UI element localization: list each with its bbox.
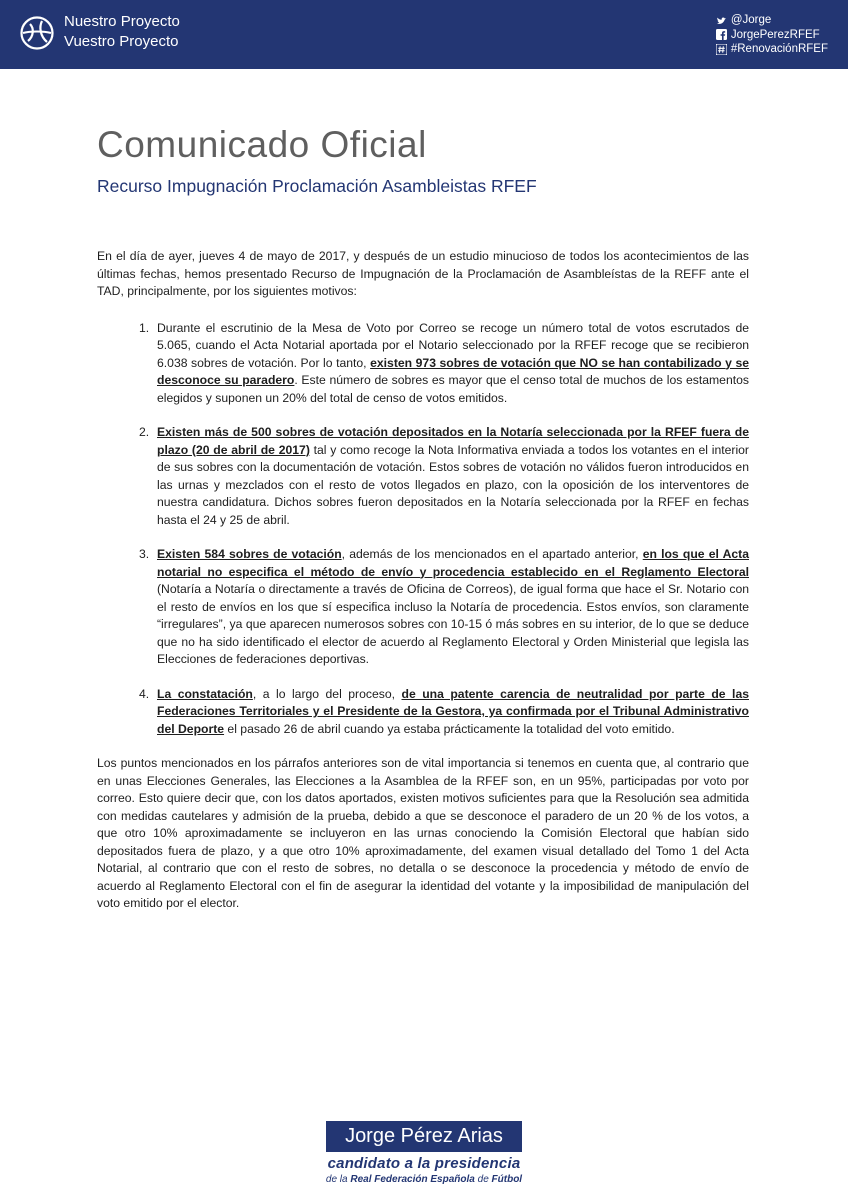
- slogan: [64, 12, 180, 52]
- twitter-handle-text: @Jorge: [730, 14, 772, 26]
- item-number: 1.: [139, 320, 150, 335]
- intro-paragraph: En el día de ayer, jueves 4 de mayo de 2017, y después de un estudio minucioso de todos los acontecimientos de las últimas fechas, hemos presentado Recurso de Impugnación de la Proclamación de Asambleístas de la REFF ante el TAD, principalmente, por los siguientes motivos:: [97, 249, 749, 298]
- closing-paragraph: Los puntos mencionados en los párrafos anteriores son de vital importancia si tenemos en cuenta que, al contrario que en unas Elecciones Generales, las Elecciones a la Asamblea de la RFEF son, en un 95%, participadas por voto por correo. Esto quiere decir que, con los datos aportados, existen motivos suficientes para que la Resolución sea admitida con medidas cautelares y admisión de la prueba, debido a que se desconoce el paradero de un 20 % de los votos, a que otro 10% aproximadamente se incluyeron en las urnas conociendo la Comisión Electoral que habían sido depositados fuera de plazo, y a que otro 10% aproximadamente, del examen visual detallado del Tomo 1 del Acta Notarial, al contrario que con el resto de sobres, no detalla o se desconoce la procedencia y método de envío de acuerdo al Reglamento Electoral con el fin de asegurar la identidad del votante y la imposibilidad de manipulación del voto emitido por el elector.: [97, 756, 749, 910]
- item-text-emphasis: existen 973 sobres de votación que NO se han contabilizado y se desconoce su paradero: [157, 355, 750, 387]
- slogan-line-2: Vuestro Proyecto: [64, 33, 179, 50]
- hashtag-icon: [716, 44, 727, 55]
- item-text-emphasis: Existen 584 sobres de votación: [157, 547, 342, 561]
- list-item: [139, 320, 749, 408]
- facebook-icon: [716, 29, 727, 40]
- item-text-emphasis: La constatación: [157, 686, 253, 701]
- item-text-emphasis: en los que el Acta notarial no especifica el método de envío y procedencia establecido en el Reglamento Electoral: [157, 547, 750, 579]
- candidate-role: candidato a la presidencia: [327, 1155, 521, 1172]
- item-number: 4.: [139, 686, 150, 701]
- twitter-icon: [716, 15, 727, 26]
- item-text-emphasis: de una patente carencia de neutralidad por parte de las Federaciones Territoriales y el Presidente de la Gestora, ya confirmada por el Tribunal Administrativo del Deporte: [157, 686, 749, 736]
- list-item: [139, 686, 749, 739]
- facebook-page-text: JorgePerezRFEF: [730, 28, 820, 41]
- twitter-handle[interactable]: [716, 13, 828, 28]
- item-number: 3.: [139, 547, 150, 561]
- header-bar: [0, 0, 848, 69]
- item-text-plain: , además de los mencionados en el apartado anterior,: [341, 547, 643, 561]
- item-text: [157, 424, 749, 529]
- list-item: [139, 546, 749, 669]
- item-text: [157, 546, 749, 669]
- item-text-plain: , a lo largo del proceso,: [252, 686, 402, 701]
- ball-logo-icon: [20, 16, 54, 50]
- slogan-line-1: Nuestro Proyecto: [64, 13, 180, 30]
- item-number: 2.: [139, 425, 150, 439]
- org-name: Real Federación Española: [350, 1174, 475, 1185]
- page-subtitle: Recurso Impugnación Proclamación Asambleistas RFEF: [97, 176, 537, 196]
- item-text-plain: . Este número de sobres es mayor que el censo total de muchos de los estamentos elegidos y suponen un 20% del total de censo de votos emitidos.: [157, 373, 749, 405]
- item-text-plain: (Notaría a Notaría o directamente a través de Oficina de Correos), de igual forma que hace el Sr. Notario con el resto de envíos en los que sí especifica incluso la Notaría de procedencia. Estos envíos, son claramente “irregulares”, ya que aparecen numerosos sobres con 10-15 ó más sobres en su interior, de lo que se deduce que no ha sido identificado el elector de acuerdo al Reglamento Electoral y Orden Ministerial que legisla las Elecciones de federaciones deportivas.: [157, 582, 749, 666]
- item-text-plain: tal y como recoge la Nota Informativa enviada a todos los votantes en el interior de sus sobres con la documentación de votación. Estos sobres de votación no válidos fueron introducidos en las urnas y mezclados con el resto de votos llegados en plazo, con la oposición de los interventores de nuestra candidatura. Dichos sobres fueron depositados en la Notaría seleccionada por la RFEF en fechas hasta el 24 y 25 de abril.: [157, 442, 749, 527]
- page-title: Comunicado Oficial: [97, 124, 427, 165]
- org-text: de la: [325, 1174, 351, 1185]
- document-body: [97, 248, 749, 913]
- item-text: [157, 320, 749, 408]
- facebook-page[interactable]: [716, 28, 828, 43]
- org-text: de: [474, 1174, 492, 1185]
- org-sport: Fútbol: [491, 1174, 523, 1185]
- candidate-name-box: [326, 1121, 522, 1152]
- hashtag[interactable]: [716, 42, 828, 57]
- hashtag-text: #RenovaciónRFEF: [730, 43, 828, 55]
- social-links: [716, 13, 828, 57]
- item-text: [157, 686, 749, 739]
- item-text-plain: Durante el escrutinio de la Mesa de Voto por Correo se recoge un número total de votos escrutados de 5.065, cuando el Acta Notarial aportada por el Notario seleccionado por la RFEF recoge que se recibieron 6.038 sobres de votación. Por lo tanto,: [157, 320, 749, 370]
- list-item: [139, 424, 749, 529]
- candidate-organization: [300, 1174, 548, 1185]
- candidate-name: Jorge Pérez Arias: [345, 1125, 503, 1147]
- item-text-emphasis: Existen más de 500 sobres de votación depositados en la Notaría seleccionada por la RFEF fuera de plazo (20 de abril de 2017): [157, 425, 749, 457]
- item-text-plain: el pasado 26 de abril cuando ya estaba prácticamente la totalidad del voto emitido.: [224, 721, 675, 736]
